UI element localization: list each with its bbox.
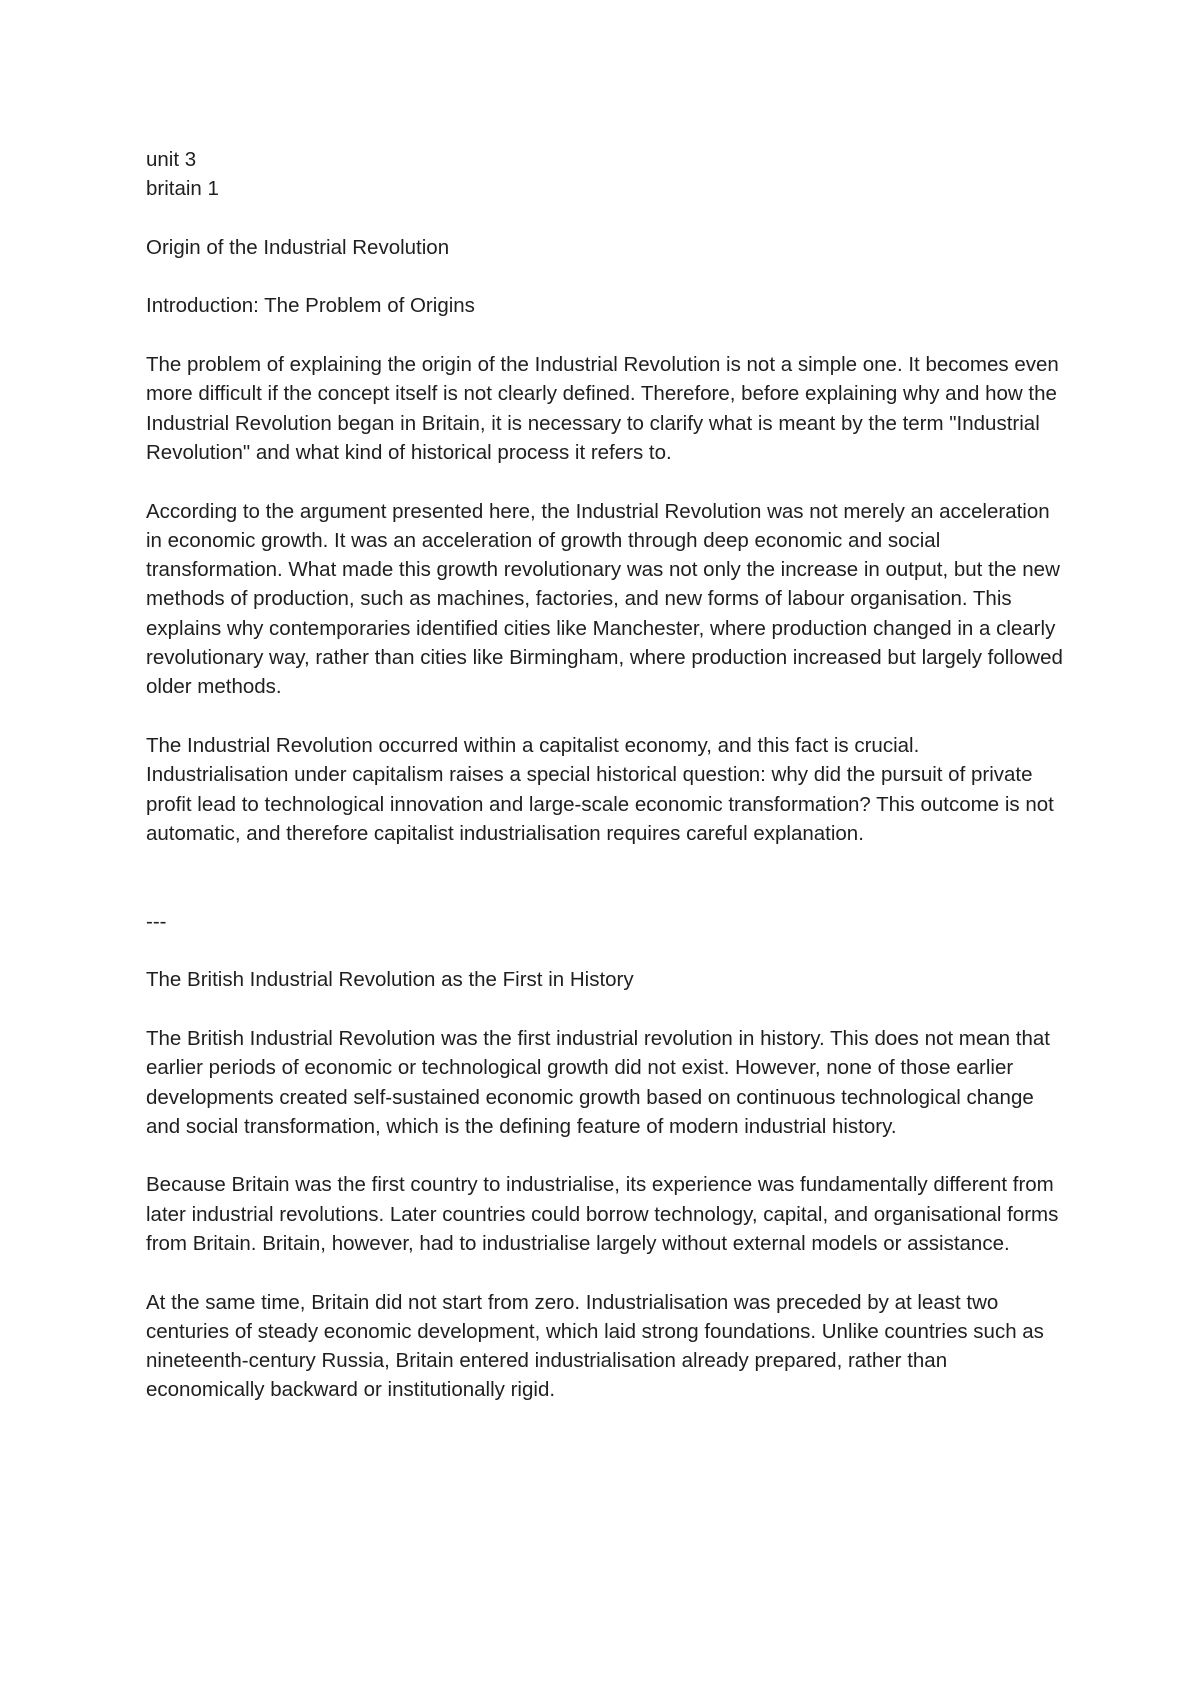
- course-label: britain 1: [146, 177, 219, 201]
- spacer: [146, 321, 1066, 350]
- spacer: [146, 262, 1066, 291]
- section-title: The British Industrial Revolution as the First in History: [146, 968, 634, 992]
- paragraph: The British Industrial Revolution was the first industrial revolution in history. This does not mean that earlier periods of economic or technological growth did not exist. However, none of those earlier developments created self-sustained economic growth based on continuous technological change and social transformation, which is the defining feature of modern industrial history.: [146, 1026, 1050, 1138]
- spacer: [146, 1141, 1066, 1170]
- paragraph: The Industrial Revolution occurred within a capitalist economy, and this fact is crucial. Industrialisation under capitalism raises a special historical question: why did the pursuit of private profit lead to technological innovation and large-scale economic transformation? This outcome is not automatic, and therefore capitalist industrialisation requires careful explanation.: [146, 733, 1054, 845]
- paragraph: Because Britain was the first country to industrialise, its experience was fundamentally different from later industrial revolutions. Later countries could borrow technology, capital, and organisational forms from Britain. Britain, however, had to industrialise largely without external models or assistance.: [146, 1173, 1059, 1255]
- unit-label: unit 3: [146, 148, 197, 171]
- spacer: [146, 936, 1066, 965]
- spacer: [146, 848, 1066, 907]
- spacer: [146, 1258, 1066, 1287]
- paragraph: At the same time, Britain did not start from zero. Industrialisation was preceded by at least two centuries of steady economic development, which laid strong foundations. Unlike countries such as nineteenth-century Russia, Britain entered industrialisation already prepared, rather than economically backward or institutionally rigid.: [146, 1290, 1044, 1402]
- paragraph: According to the argument presented here, the Industrial Revolution was not merely an acceleration in economic growth. It was an acceleration of growth through deep economic and social transformation. What made this growth revolutionary was not only the increase in output, but the new methods of production, such as machines, factories, and new forms of labour organisation. This explains why contemporaries identified cities like Manchester, where production changed in a clearly revolutionary way, rather than cities like Birmingham, where production increased but largely followed older methods.: [146, 499, 1063, 699]
- section-subtitle: Introduction: The Problem of Origins: [146, 294, 475, 318]
- spacer: [146, 467, 1066, 496]
- spacer: [146, 204, 1066, 233]
- spacer: [146, 995, 1066, 1024]
- spacer: [146, 702, 1066, 731]
- section-divider: ---: [146, 909, 167, 933]
- paragraph: The problem of explaining the origin of the Industrial Revolution is not a simple one. It becomes even more difficult if the concept itself is not clearly defined. Therefore, before explaining why and how the Industrial Revolution began in Britain, it is necessary to clarify what is meant by the term "Industrial Revolution" and what kind of historical process it refers to.: [146, 353, 1059, 464]
- document-page: [146, 145, 1066, 1405]
- section-title: Origin of the Industrial Revolution: [146, 235, 450, 259]
